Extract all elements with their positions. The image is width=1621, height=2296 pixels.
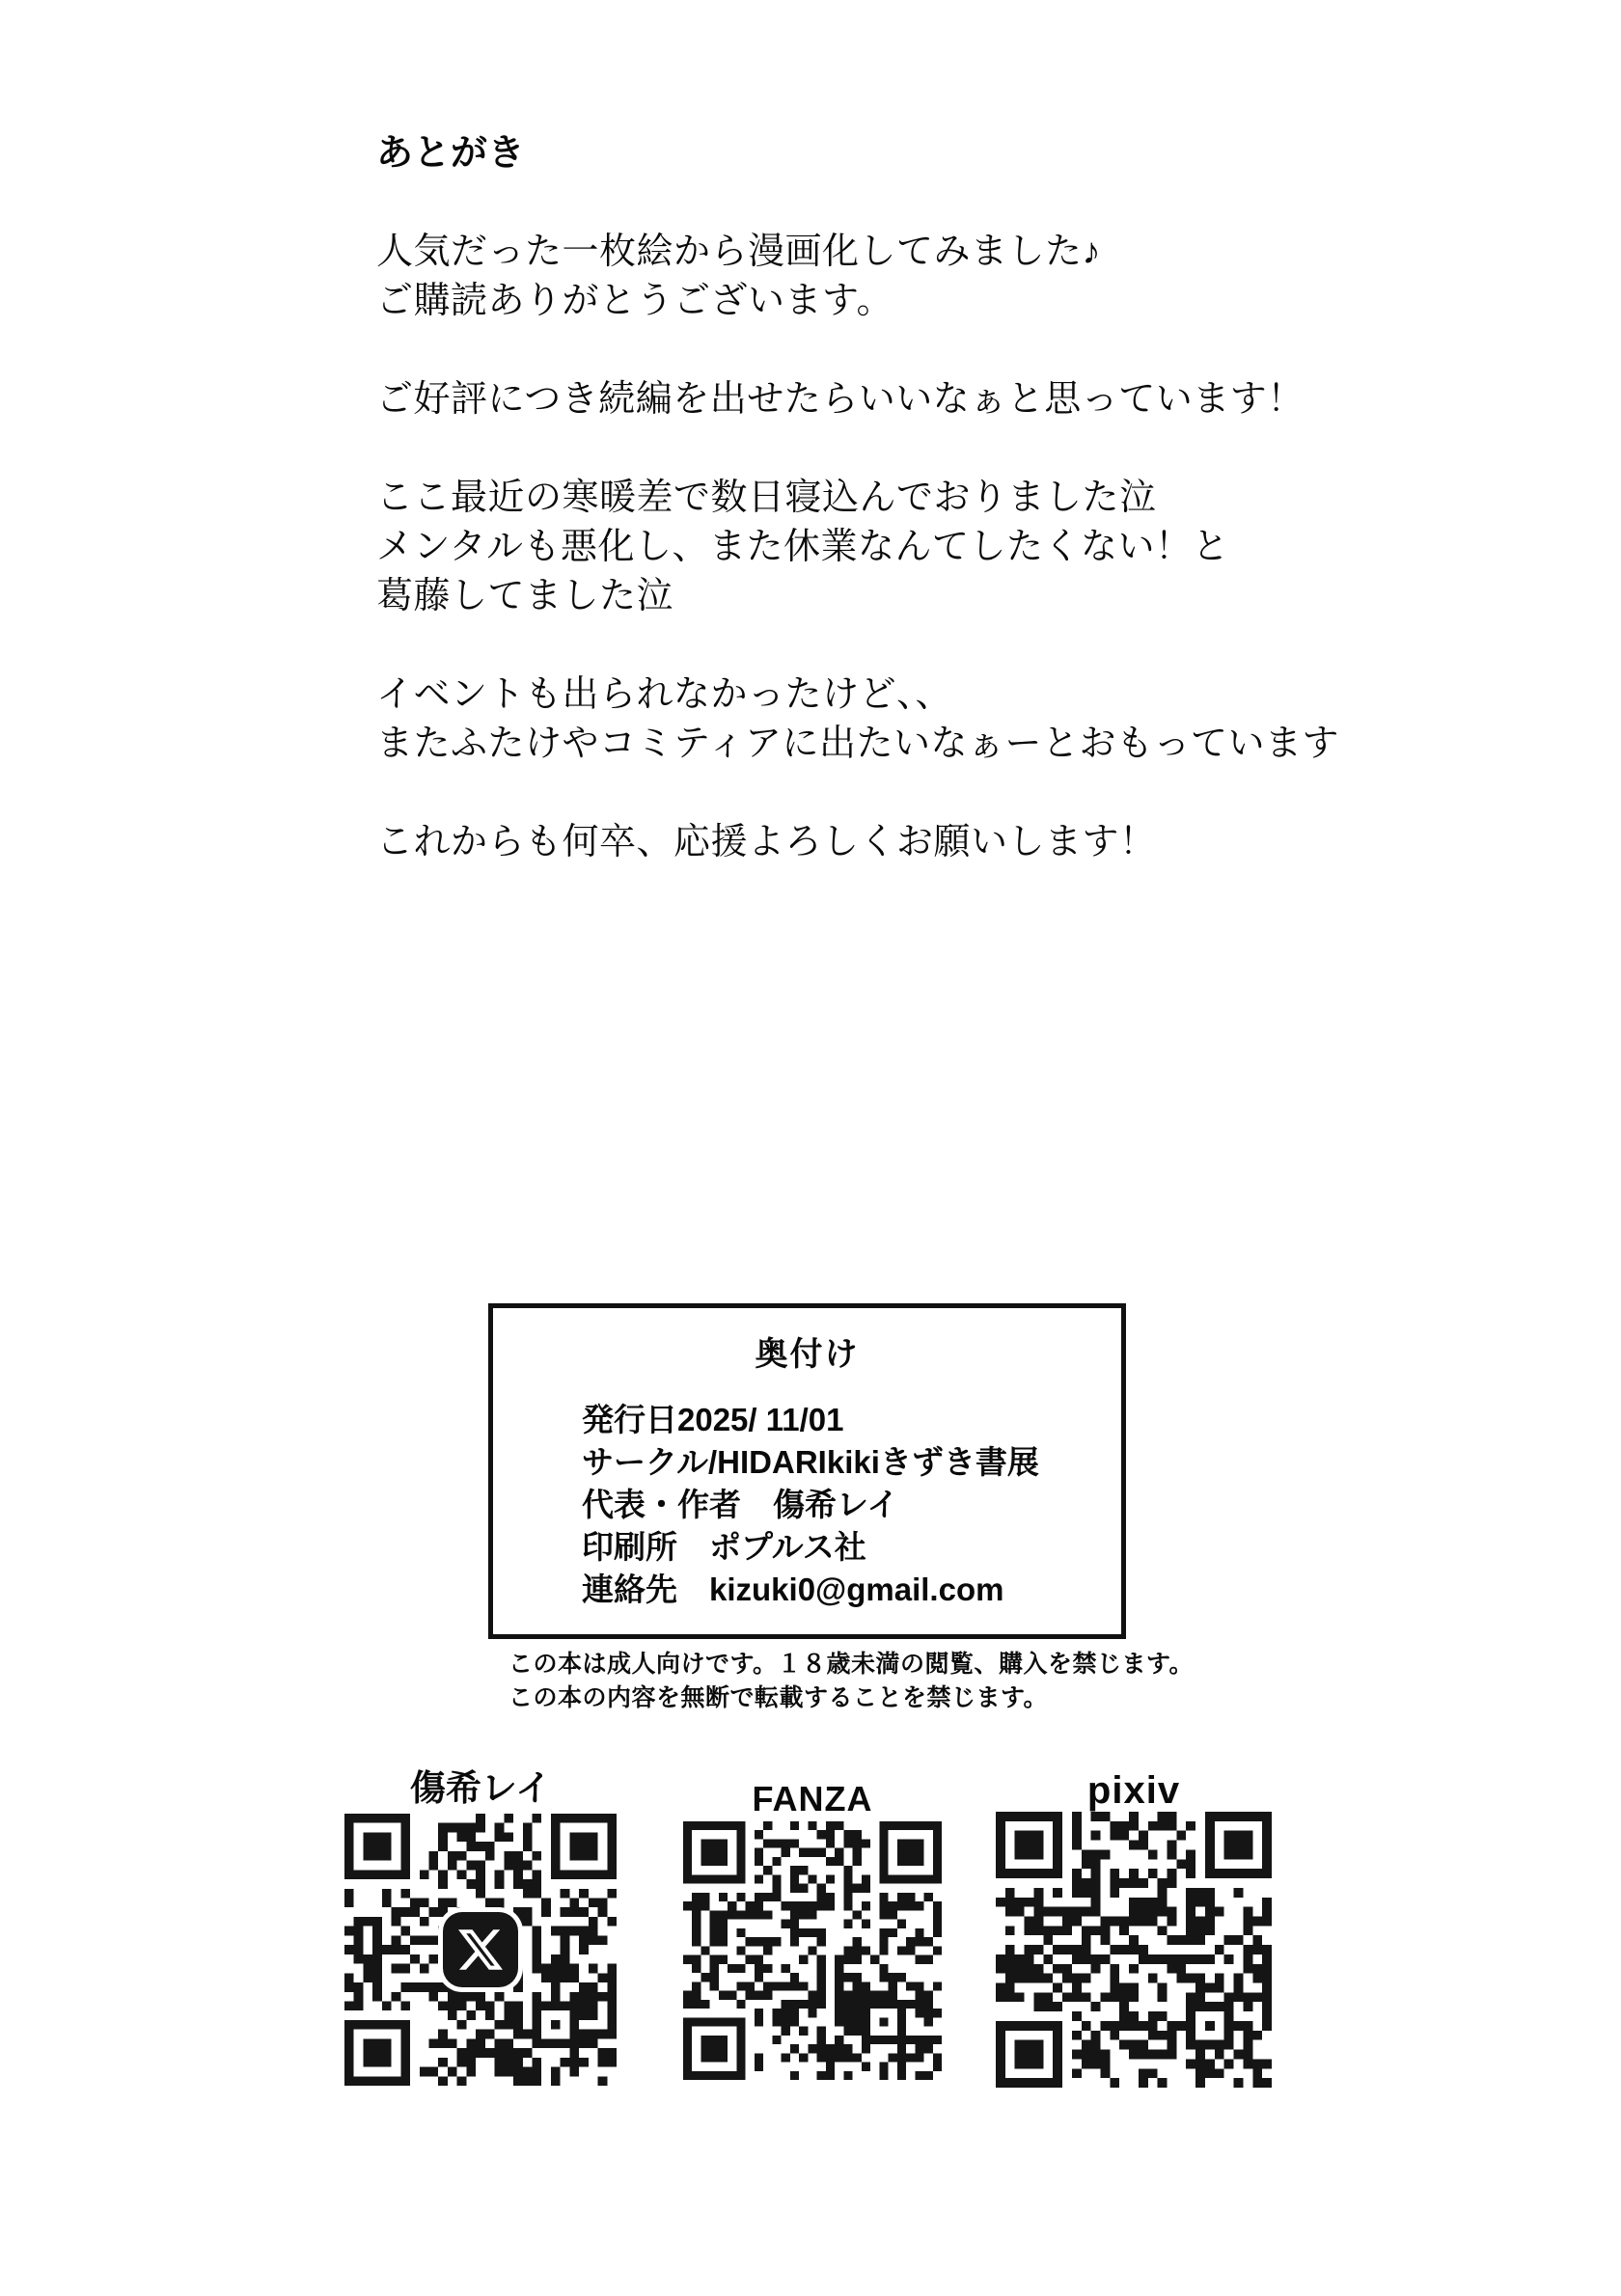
afterword-paragraph <box>376 670 1339 769</box>
qr-block-fanza <box>683 1777 942 2080</box>
afterword-line: 人気だった一枚絵から漫画化してみました♪ <box>376 232 1102 272</box>
disclaimer-text <box>508 1648 1194 1715</box>
colophon-row: 印刷所 ポプルス社 <box>582 1529 866 1565</box>
qr-code-fanza <box>683 1821 942 2080</box>
colophon-title: 奥付け <box>755 1336 860 1373</box>
afterword-line: ここ最近の寒暖差で数日寝込んでおりました泣 <box>376 478 1157 518</box>
qr-block-pixiv <box>996 1770 1272 2088</box>
afterword-line: ご好評につき続編を出せたらいいなぁと思っています！ <box>376 379 1305 420</box>
colophon-row: 代表・作者 傷希レイ <box>582 1487 899 1522</box>
x-logo-icon <box>443 1912 518 1987</box>
afterword-line: ご購読ありがとうございます。 <box>376 281 893 321</box>
afterword-title: あとがき <box>376 133 526 174</box>
qr-code-author <box>344 1814 617 2086</box>
afterword-paragraph <box>376 474 1339 621</box>
colophon-box <box>488 1303 1126 1639</box>
qr-image-fanza <box>683 1821 942 2080</box>
afterword-paragraph <box>376 375 1339 424</box>
qr-image-pixiv <box>996 1812 1272 2088</box>
afterword-line: これからも何卒、応援よろしくお願いします！ <box>376 822 1157 862</box>
colophon-rows <box>493 1399 1121 1611</box>
afterword-paragraph <box>376 228 1339 326</box>
afterword-line: イベントも出られなかったけど、、 <box>376 674 953 715</box>
colophon-row: 連絡先 kizuki0@gmail.com <box>582 1572 1004 1607</box>
afterword-line: 葛藤してました泣 <box>376 576 674 616</box>
qr-label-fanza: FANZA <box>752 1779 873 1818</box>
afterword-paragraph <box>376 818 1339 867</box>
afterword-text-block <box>376 129 1339 916</box>
afterword-line: メンタルも悪化し、また休業なんてしたくない！と <box>376 527 1229 567</box>
qr-label-author: 傷希レイ <box>409 1768 552 1808</box>
disclaimer-line: この本は成人向けです。１８歳未満の閲覧、購入を禁じます。 <box>508 1651 1195 1678</box>
qr-block-author <box>344 1763 617 2086</box>
afterword-paragraphs <box>376 228 1339 867</box>
afterword-line: またふたけやコミティアに出たいなぁーとおもっています <box>376 724 1339 764</box>
qr-code-pixiv <box>996 1812 1272 2088</box>
colophon-row: サークル/HIDARIkikiきずき書展 <box>582 1444 1039 1480</box>
colophon-row: 発行日2025/ 11/01 <box>582 1402 844 1437</box>
disclaimer-line: この本の内容を無断で転載することを禁じます。 <box>508 1684 1049 1711</box>
qr-label-pixiv: pixiv <box>1086 1769 1181 1812</box>
